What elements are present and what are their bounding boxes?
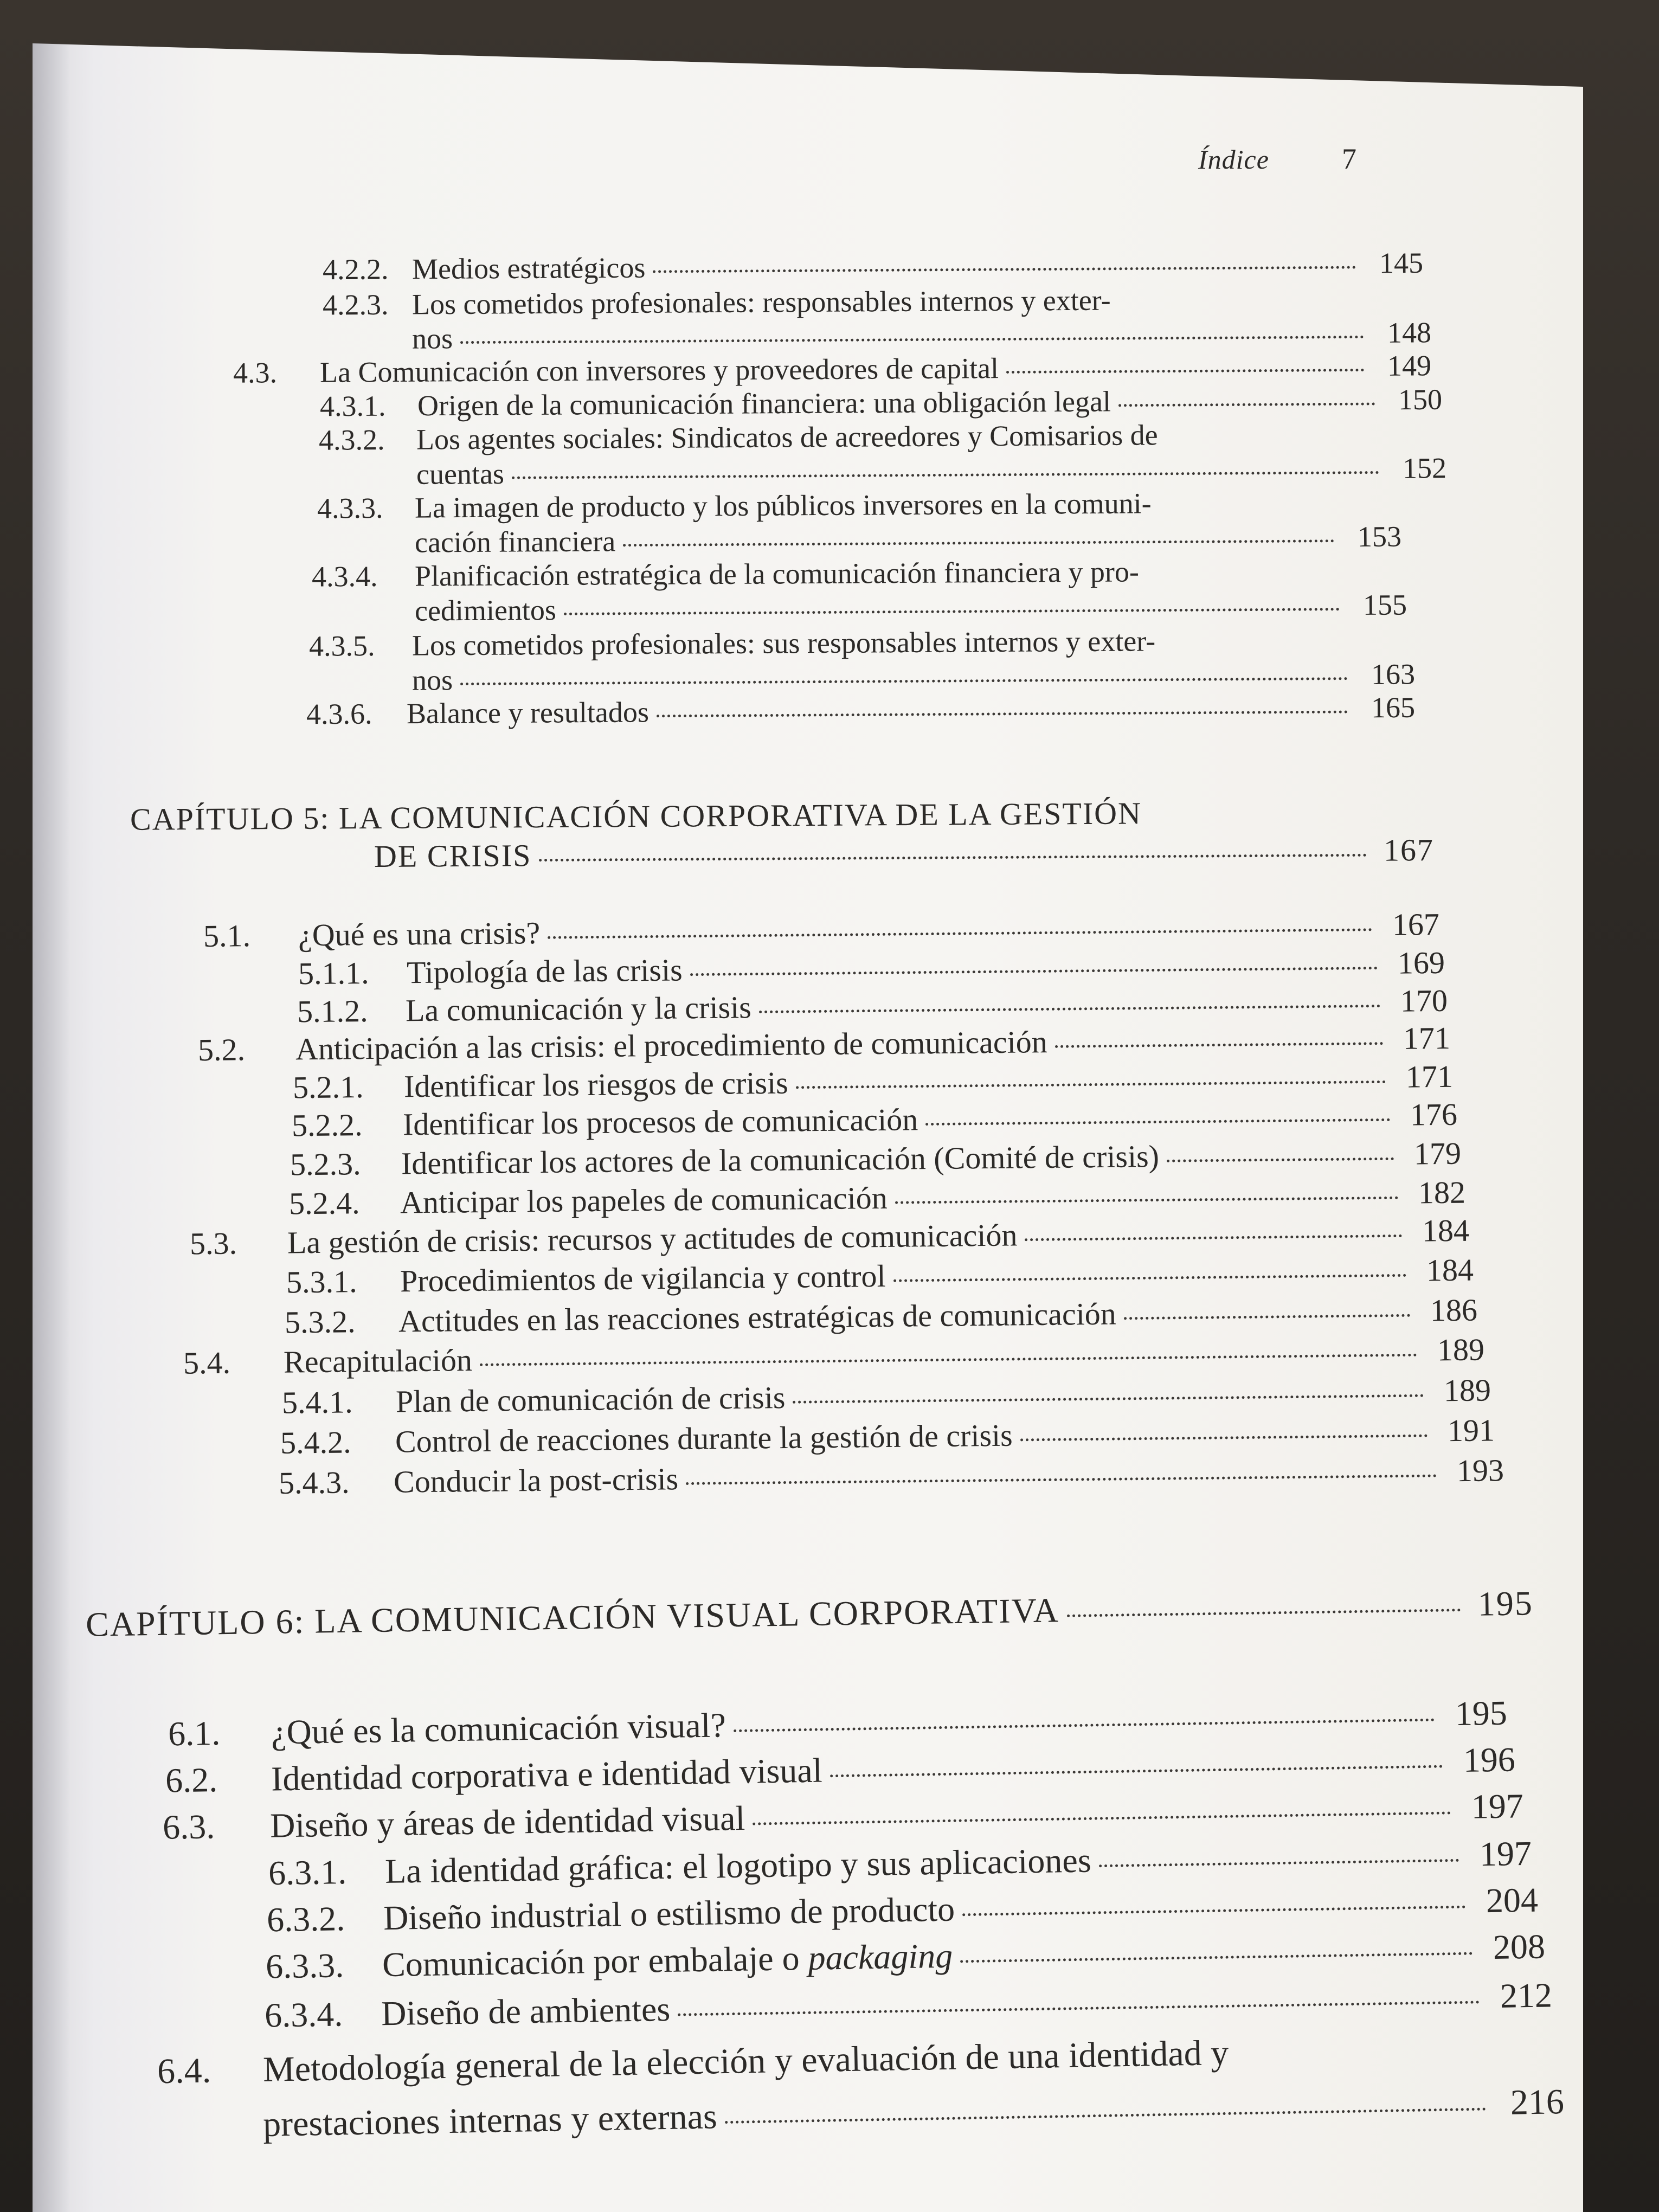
dot-leader [1025,1234,1403,1241]
toc-entry-4-3-1: 4.3.1. Origen de la comunicación financiera: una obligación legal 150 [319,383,1443,423]
toc-entry-5-4-1: 5.4.1. Plan de comunicación de crisis 189 [281,1372,1491,1420]
dot-leader [893,1274,1406,1282]
dot-leader [895,1197,1398,1204]
toc-entry-6-2: 6.2. Identidad corporativa e identidad visual 196 [165,1740,1516,1800]
toc-entry-4-3: 4.3. La Comunicación con inversores y proveedores de capital 149 [233,349,1432,389]
dot-leader [753,1811,1451,1825]
toc-entry-5-2-3: 5.2.3. Identificar los actores de la comunicación (Comité de crisis) 179 [290,1135,1462,1182]
dot-leader [759,1005,1380,1013]
dot-leader [1006,369,1364,374]
toc-entry-4-3-5-cont: nos 163 [411,658,1416,697]
dot-leader [793,1394,1424,1404]
dot-leader [460,336,1364,344]
toc-entry-4-2-3: 4.2.3. Los cometidos profesionales: responsables internos y exter- [322,284,1111,321]
toc-entry-4-3-3: 4.3.3. La imagen de producto y los públicos inversores en la comuni- [317,487,1152,525]
toc-entry-6-3-3: 6.3.3. Comunicación por embalaje o packaging 208 [265,1927,1546,1986]
toc-entry-5-3-1: 5.3.1. Procedimientos de vigilancia y control 184 [286,1252,1474,1300]
dot-leader [564,608,1340,615]
toc-entry-5-3-2: 5.3.2. Actitudes en las reacciones estratégicas de comunicación 186 [284,1292,1478,1340]
dot-leader [1099,1859,1459,1867]
toc-entry-5-4: 5.4. Recapitulación 189 [183,1332,1485,1381]
dot-leader [1118,402,1375,407]
dot-leader [1067,1609,1461,1617]
dot-leader [796,1081,1386,1089]
toc-entry-5-3: 5.3. La gestión de crisis: recursos y actitudes de comunicación 184 [189,1212,1470,1262]
toc-entry-5-2: 5.2. Anticipación a las crisis: el procedimiento de comunicación 171 [197,1020,1451,1068]
running-head: Índice [1198,144,1269,175]
dot-leader [690,967,1378,976]
chapter-6-heading: CAPÍTULO 6: LA COMUNICACIÓN VISUAL CORPORATIVA 195 [85,1584,1534,1644]
dot-leader [480,1354,1417,1366]
toc-entry-4-3-3-cont: cación financiera 153 [414,520,1402,559]
dot-leader [830,1765,1443,1778]
toc-entry-6-4: 6.4. Metodología general de la elección y evaluación de una identidad y [157,2033,1229,2092]
chapter-5-heading-cont: DE CRISIS 167 [374,832,1435,874]
toc-entry-6-3: 6.3. Diseño y áreas de identidad visual 197 [162,1786,1524,1847]
dot-leader [539,854,1367,861]
dot-leader [512,471,1379,479]
dot-leader [623,539,1334,546]
dot-leader [925,1118,1390,1126]
dot-leader [460,677,1348,685]
toc-entry-6-3-1: 6.3.1. La identidad gráfica: el logotipo y sus aplicaciones 197 [268,1834,1532,1893]
toc-entry-5-1-2: 5.1.2. La comunicación y la crisis 170 [297,982,1448,1030]
toc-entry-5-2-1: 5.2.1. Identificar los riesgos de crisis 171 [292,1058,1454,1105]
toc-entry-5-4-3: 5.4.3. Conducir la post-crisis 193 [278,1452,1504,1501]
toc-entry-6-1: 6.1. ¿Qué es la comunicación visual? 195 [168,1693,1508,1753]
dot-leader [734,1719,1435,1732]
toc-entry-6-3-2: 6.3.2. Diseño industrial o estilismo de producto 204 [266,1880,1539,1939]
toc-entry-5-4-2: 5.4.2. Control de reacciones durante la gestión de crisis 191 [280,1412,1495,1461]
toc-entry-5-1-1: 5.1.1. Tipología de las crisis 169 [298,944,1445,992]
dot-leader [1055,1042,1383,1048]
toc-entry-4-2-3-cont: nos 148 [411,316,1432,355]
toc-entry-6-3-4: 6.3.4. Diseño de ambientes 212 [264,1976,1553,2035]
toc-entry-4-2-2: 4.2.2. Medios estratégicos 145 [322,246,1424,286]
toc-entry-5-2-4: 5.2.4. Anticipar los papeles de comunicación 182 [288,1174,1466,1221]
toc-entry-4-3-4: 4.3.4. Planificación estratégica de la comunicación financiera y pro- [311,555,1140,593]
toc-entry-4-3-6: 4.3.6. Balance y resultados 165 [306,691,1416,731]
toc-entry-5-1: 5.1. ¿Qué es una crisis? 167 [203,906,1440,954]
dot-leader [1167,1158,1394,1162]
dot-leader [657,711,1348,718]
dot-leader [1124,1314,1410,1320]
toc-entry-6-4-cont: prestaciones internas y externas 216 [262,2082,1565,2144]
toc-entry-4-3-4-cont: cedimientos 155 [414,588,1407,627]
toc-entry-4-3-2-cont: cuentas 152 [416,452,1447,491]
dot-leader [548,928,1372,939]
toc-entry-4-3-5: 4.3.5. Los cometidos profesionales: sus responsables internos y exter- [308,625,1156,663]
dot-leader [725,2108,1486,2124]
page-number: 7 [1342,143,1356,175]
dot-leader [962,1906,1465,1917]
dot-leader [686,1474,1437,1485]
chapter-5-heading: CAPÍTULO 5: LA COMUNICACIÓN CORPORATIVA DE LA GESTIÓN [130,795,1142,837]
dot-leader [960,1952,1472,1963]
dot-leader [678,2001,1480,2016]
toc-entry-4-3-2: 4.3.2. Los agentes sociales: Sindicatos de acreedores y Comisarios de [318,419,1158,456]
dot-leader [653,266,1356,273]
dot-leader [1020,1435,1427,1442]
toc-entry-5-2-2: 5.2.2. Identificar los procesos de comunicación 176 [291,1096,1458,1143]
